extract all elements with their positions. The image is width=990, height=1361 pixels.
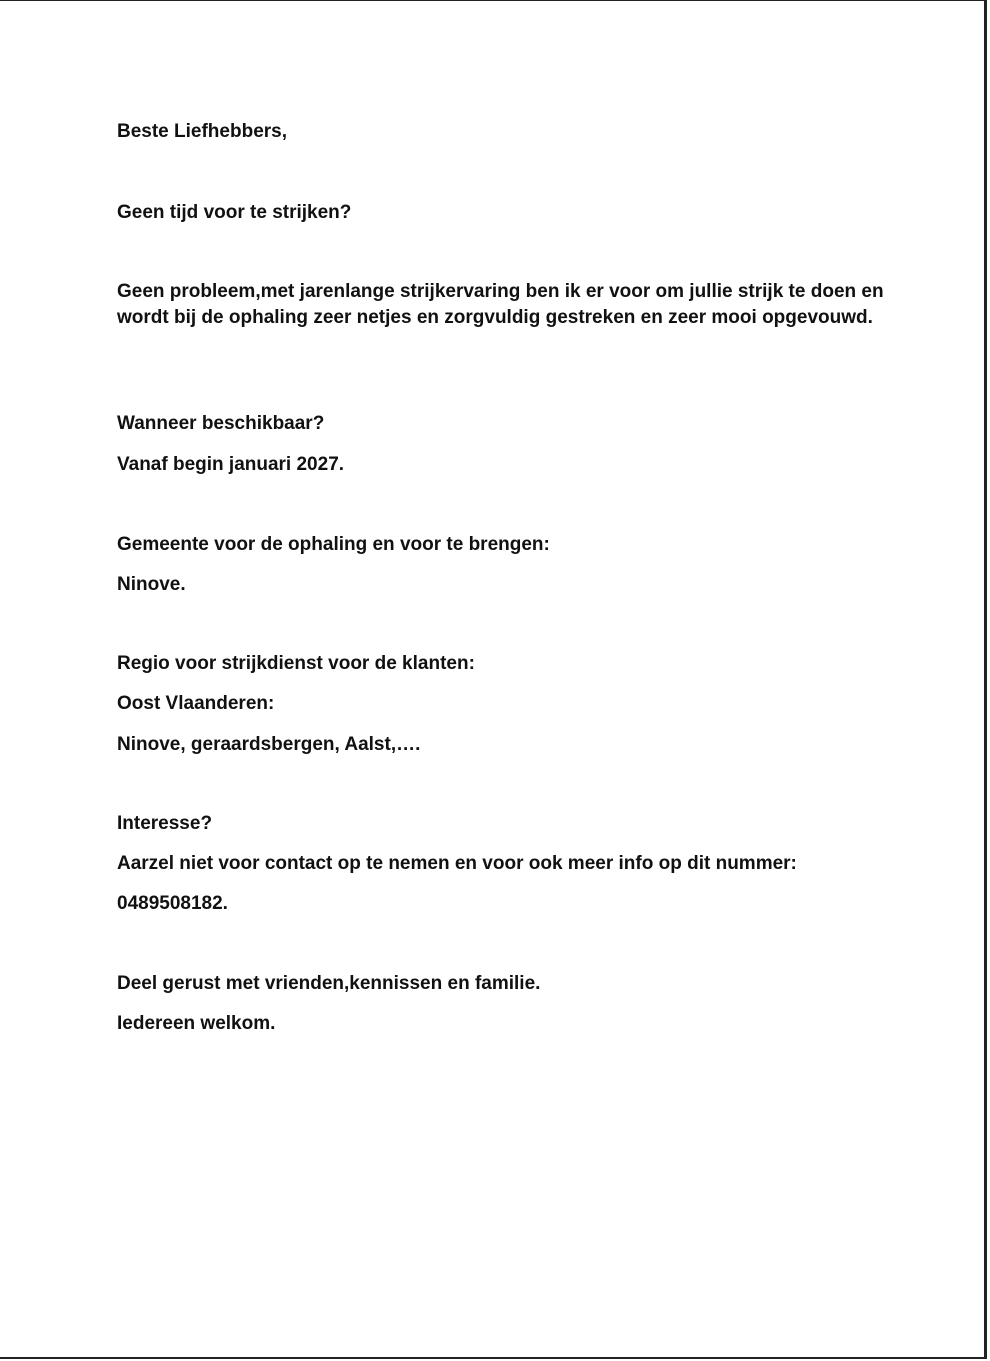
phone-number: 0489508182.: [117, 893, 228, 914]
welcome-text: Iedereen welkom.: [117, 1013, 276, 1034]
share-text: Deel gerust met vrienden,kennissen en familie.: [117, 973, 541, 994]
region-towns: Ninove, geraardsbergen, Aalst,….: [117, 734, 421, 755]
question-heading: Geen tijd voor te strijken?: [117, 202, 352, 223]
availability-label: Wanneer beschikbaar?: [117, 413, 325, 434]
municipality-label: Gemeente voor de ophaling en voor te brengen:: [117, 534, 550, 555]
greeting: Beste Liefhebbers,: [117, 121, 287, 142]
interest-label: Interesse?: [117, 813, 213, 834]
region-label: Regio voor strijkdienst voor de klanten:: [117, 653, 475, 674]
availability-value: Vanaf begin januari 2027.: [117, 454, 345, 475]
municipality-value: Ninove.: [117, 574, 186, 595]
contact-text: Aarzel niet voor contact op te nemen en voor ook meer info op dit nummer:: [117, 853, 797, 874]
region-province: Oost Vlaanderen:: [117, 693, 275, 714]
intro-paragraph: Geen probleem,met jarenlange strijkervaring ben ik er voor om jullie strijk te doen en wordt bij de ophaling zeer netjes en zorgvuldig gestreken en zeer mooi opgevouwd.: [117, 281, 884, 328]
